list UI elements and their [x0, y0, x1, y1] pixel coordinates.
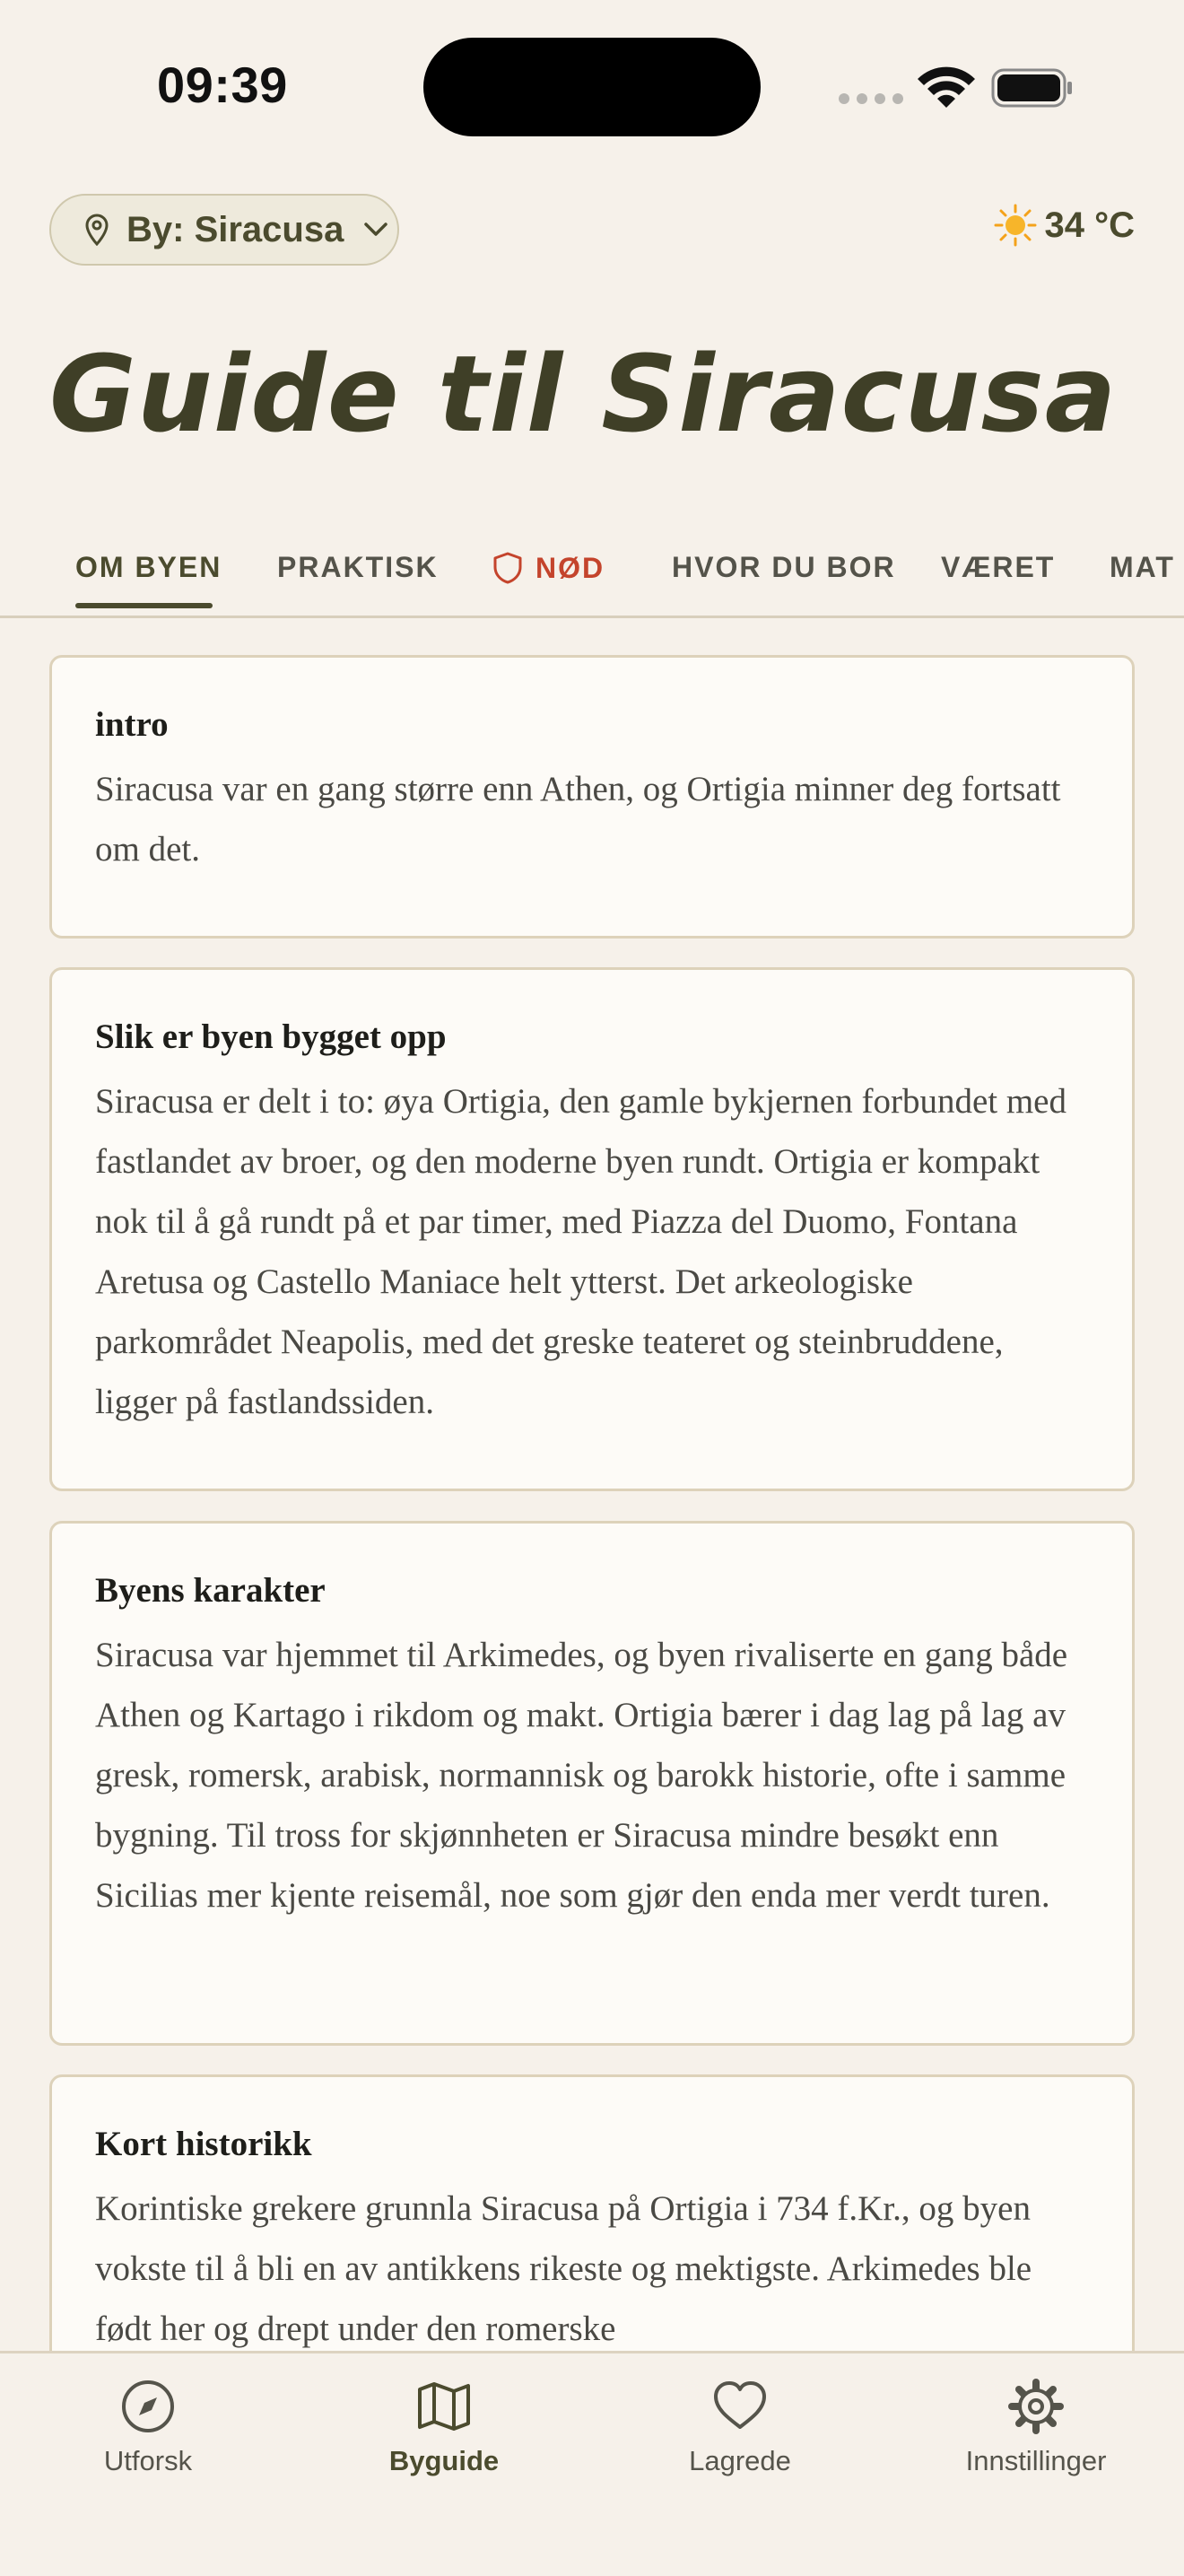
section-card-intro: [49, 655, 1135, 939]
compass-icon: [118, 2377, 178, 2436]
page-title: Guide til Siracusa: [49, 332, 1118, 456]
chevron-down-icon: [363, 222, 388, 238]
cellular-signal-icon: [839, 93, 903, 104]
tab-praktisk[interactable]: PRAKTISK: [277, 551, 439, 583]
nav-label: Utforsk: [103, 2445, 193, 2476]
section-body: Korintiske grekere grunnla Siracusa på Ortigia i 734 f.Kr., og byen vokste til å bli en av antikkens rikeste og mektigste. Arkimedes ble født her og drept under den romerske: [95, 2189, 1032, 2348]
section-card-layout: [49, 967, 1135, 1491]
sun-icon: [993, 203, 1038, 248]
nav-utforsk[interactable]: [0, 2377, 296, 2477]
nav-label: Byguide: [388, 2445, 500, 2476]
wifi-icon: [915, 65, 978, 111]
section-card-character: [49, 1521, 1135, 2046]
section-title: Byens karakter: [95, 1571, 326, 1610]
section-body: Siracusa var hjemmet til Arkimedes, og byen rivaliserte en gang både Athen og Kartago i rikdom og makt. Ortigia bærer i dag lag på lag av gresk, romersk, arabisk, normannisk og barokk historie, ofte i samme bygning. Til tross for skjønnheten er Siracusa mindre besøkt enn Sicilias mer kjente reisemål, noe som gjør den enda mer verdt turen.: [95, 1636, 1068, 1915]
section-tabs: [0, 529, 1184, 618]
section-title: Slik er byen bygget opp: [95, 1017, 447, 1056]
tab-mat[interactable]: MAT: [1110, 551, 1175, 583]
gear-icon: [1006, 2377, 1066, 2436]
active-tab-indicator: [75, 603, 213, 608]
nav-byguide[interactable]: [296, 2377, 592, 2477]
map-icon: [414, 2377, 474, 2436]
weather-indicator: [993, 203, 1136, 248]
guide-content[interactable]: [0, 617, 1184, 2351]
tab-hvor-du-bor[interactable]: HVOR DU BOR: [672, 551, 896, 583]
section-body: Siracusa er delt i to: øya Ortigia, den gamle bykjernen forbundet med fastlandet av broer, og den moderne byen rundt. Ortigia er kompakt nok til å gå rundt på et par timer, med Piazza del Duomo, Fontana Aretusa og Castello Maniace helt ytterst. Det arkeologiske parkområdet Neapolis, med det greske teateret og steinbruddene, ligger på fastlandssiden.: [95, 1082, 1066, 1421]
section-title: Kort historikk: [95, 2125, 312, 2163]
temperature: 34 °C: [1044, 205, 1135, 245]
heart-icon: [710, 2377, 770, 2436]
section-body: Siracusa var en gang større enn Athen, og Ortigia minner deg fortsatt om det.: [95, 770, 1061, 869]
map-pin-icon: [83, 214, 110, 246]
tab-nod-label: NØD: [535, 551, 605, 584]
city-selector[interactable]: [49, 194, 399, 266]
bottom-navigation: [0, 2351, 1184, 2576]
status-time: 09:39: [157, 57, 288, 113]
dynamic-island: [423, 38, 761, 136]
battery-icon: [991, 68, 1074, 108]
shield-icon: [492, 551, 523, 585]
tab-om-byen[interactable]: OM BYEN: [75, 551, 222, 583]
tab-nod[interactable]: [492, 551, 605, 585]
city-selector-label: By: Siracusa: [126, 209, 344, 249]
section-card-history: [49, 2074, 1135, 2351]
section-title: intro: [95, 705, 169, 744]
nav-label: Lagrede: [689, 2445, 791, 2476]
nav-lagrede[interactable]: [592, 2377, 888, 2477]
tab-vaeret[interactable]: VÆRET: [941, 551, 1056, 583]
nav-label: Innstillinger: [965, 2445, 1107, 2476]
nav-innstillinger[interactable]: [888, 2377, 1184, 2477]
